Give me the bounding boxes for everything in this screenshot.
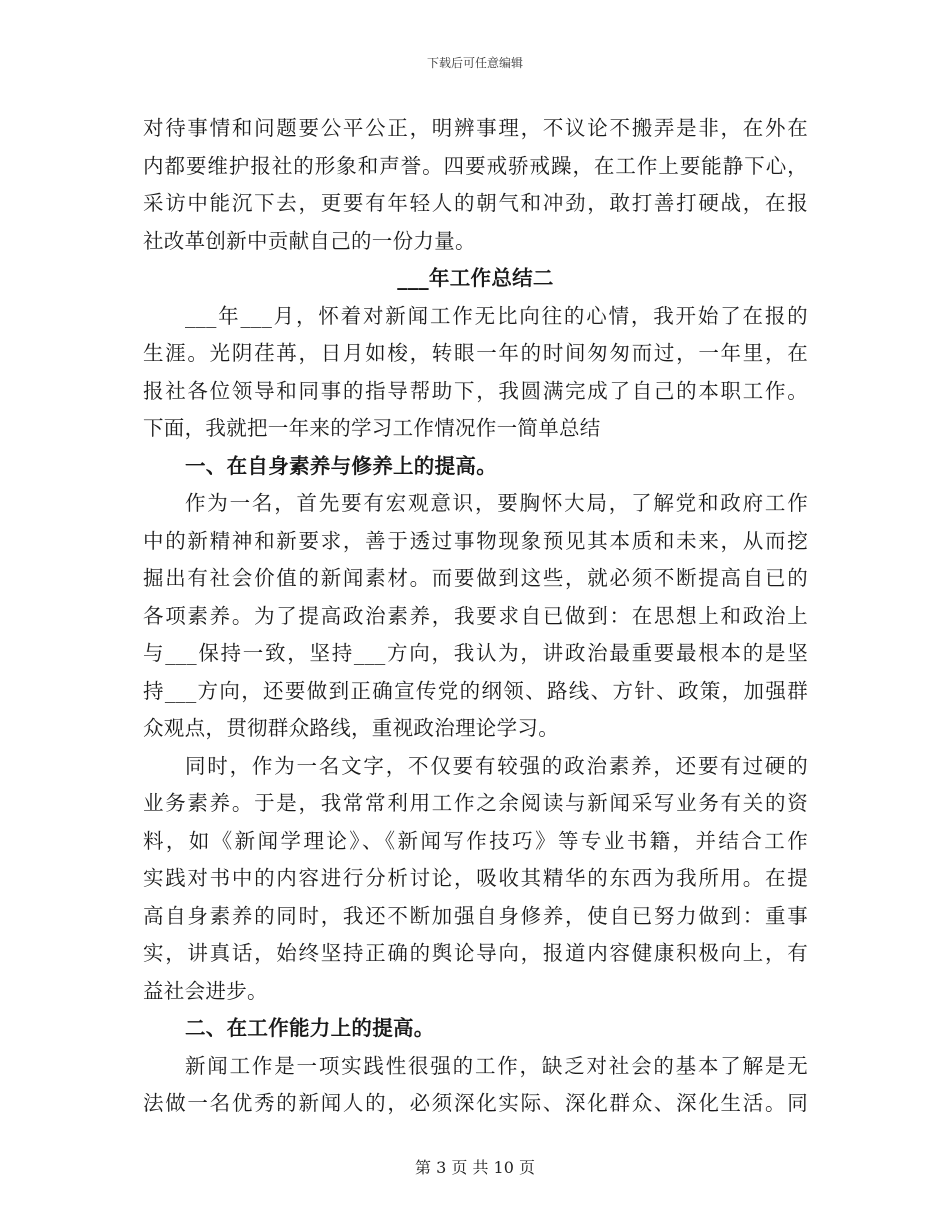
body-line: 业务素养。于是，我常常利用工作之余阅读与新闻采写业务有关的资 [143,791,808,815]
body-line: 中的新精神和新要求，善于透过事物现象预见其本质和未来，从而挖 [143,528,808,553]
body-line: 持___方向，还要做到正确宣传党的纲领、路线、方针、政策，加强群 [143,678,808,703]
subsection-heading: 一、在自身素养与修养上的提高。 [185,453,497,478]
page-header: 下载后可任意编辑 [426,56,523,70]
section-title: ___年工作总结二 [397,266,554,290]
body-line: 作为一名，首先要有宏观意识，要胸怀大局，了解党和政府工作 [185,491,808,515]
body-line: 下面，我就把一年来的学习工作情况作一简单总结 [143,416,601,440]
body-line: 内都要维护报社的形象和声誉。四要戒骄戒躁，在工作上要能静下心， [143,153,808,178]
body-line: ___年___月，怀着对新闻工作无比向往的心情，我开始了在报的 [185,303,808,328]
body-line: 料，如《新闻学理论》、《新闻写作技巧》等专业书籍，并结合工作 [143,828,808,853]
body-line: 益社会进步。 [143,978,268,1003]
body-line: 同时，作为一名文字，不仅要有较强的政治素养，还要有过硬的 [185,753,808,778]
body-line: 法做一名优秀的新闻人的，必须深化实际、深化群众、深化生活。同 [143,1091,808,1115]
page-footer: 第 3 页 共 10 页 [415,1158,535,1177]
body-line: 对待事情和问题要公平公正，明辨事理，不议论不搬弄是非，在外在 [143,116,808,140]
body-line: 采访中能沉下去，更要有年轻人的朝气和冲劲，敢打善打硬战，在报 [143,191,808,215]
body-line: 高自身素养的同时，我还不断加强自身修养，使自已努力做到：重事 [143,903,808,928]
subsection-heading: 二、在工作能力上的提高。 [185,1016,435,1040]
body-line: 与___保持一致，坚持___方向，我认为，讲政治最重要最根本的是坚 [143,641,808,665]
body-line: 新闻工作是一项实践性很强的工作，缺乏对社会的基本了解是无 [185,1053,808,1078]
body-line: 实践对书中的内容进行分析讨论，吸收其精华的东西为我所用。在提 [143,866,808,890]
document-body [143,110,808,1123]
body-line: 生涯。光阴荏苒，日月如梭，转眼一年的时间匆匆而过，一年里，在 [143,341,808,365]
body-line: 社改革创新中贡献自己的一份力量。 [143,228,476,253]
body-line: 实，讲真话，始终坚持正确的舆论导向，报道内容健康积极向上，有 [143,941,808,965]
body-line: 掘出有社会价值的新闻素材。而要做到这些，就必须不断提高自已的 [143,566,808,590]
body-line: 众观点，贯彻群众路线，重视政治理论学习。 [143,716,559,740]
body-line: 报社各位领导和同事的指导帮助下，我圆满完成了自己的本职工作。 [143,378,808,403]
body-line: 各项素养。为了提高政治素养，我要求自已做到：在思想上和政治上 [143,603,808,628]
